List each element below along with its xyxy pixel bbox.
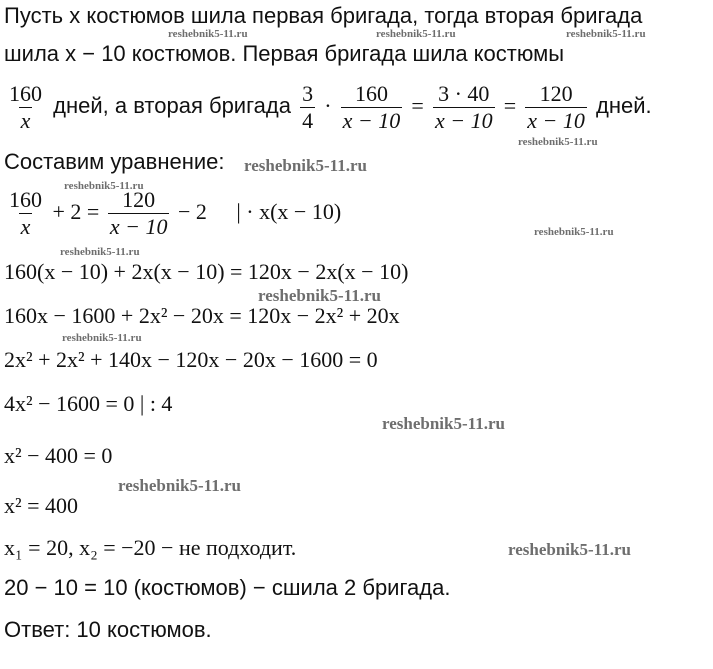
collected-terms-line: 2x² + 2x² + 140x − 120x − 20x − 1600 = 0 [4,347,378,372]
watermark: reshebnik5-11.ru [60,246,140,258]
equation-rhs-fraction: $\frac{120}{x - 10}$ [109,187,168,240]
watermark: reshebnik5-11.ru [508,540,631,559]
watermark: reshebnik5-11.ru [64,180,144,192]
watermark: reshebnik5-11.ru [168,28,248,40]
reduced-equation-line: x² − 400 = 0 [4,443,113,468]
watermark: reshebnik5-11.ru [62,332,142,344]
watermark: reshebnik5-11.ru [518,136,598,148]
second-brigade-result-line: 20 − 10 = 10 (костюмов) − сшила 2 бригада. [4,575,451,600]
watermark: reshebnik5-11.ru [244,156,367,175]
answer-line: Ответ: 10 костюмов. [4,617,212,642]
watermark: reshebnik5-11.ru [534,226,614,238]
equation-lhs-fraction: $\frac{160}{x}$ [9,187,42,240]
watermark: reshebnik5-11.ru [376,28,456,40]
fraction-120-over-x-minus-10: $\frac{120}{x - 10}$ [527,80,585,133]
x-squared-line: x² = 400 [4,493,79,518]
watermark: reshebnik5-11.ru [382,414,505,433]
expanded-terms-line: 160x − 1600 + 2x² − 20x = 120x − 2x² + 20x [4,303,400,328]
roots-line: x₁ = 20, x₂ = −20 − не подходит. [4,535,297,560]
equation-line: $\frac{160}{x}$ + 2 = $\frac{120}{x - 10}$ − 2 | · x(x − 10) [9,187,342,240]
fraction-3-over-4: $\frac{3}{4}$ [302,80,314,133]
simplified-equation-line: 4x² − 1600 = 0 | : 4 [4,391,173,416]
watermark: reshebnik5-11.ru [566,28,646,40]
days-expression-line: $\frac{160}{x}$ дней, а вторая бригада $\frac{3}{4}$ · $\frac{160}{x - 10}$ = $\frac{3 \cdot 40}{x - 10}$ = $\frac{120}{x - 10}$ дней. [9,80,652,133]
watermark: reshebnik5-11.ru [258,286,381,305]
fraction-160-over-x-minus-10: $\frac{160}{x - 10}$ [342,80,401,133]
expanded-equation-line: 160(x − 10) + 2x(x − 10) = 120x − 2x(x − 10) [4,259,409,284]
compose-equation-heading: Составим уравнение: [4,149,225,174]
fraction-3x40-over-x-minus-10: $\frac{3 \cdot 40}{x - 10}$ [434,80,493,133]
watermark: reshebnik5-11.ru [118,476,241,495]
intro-line-2: шила x − 10 костюмов. Первая бригада шила костюмы [4,41,565,66]
fraction-160-over-x: $\frac{160}{x}$ [9,80,42,133]
intro-line-1: Пусть x костюмов шила первая бригада, тогда вторая бригада [4,3,643,28]
